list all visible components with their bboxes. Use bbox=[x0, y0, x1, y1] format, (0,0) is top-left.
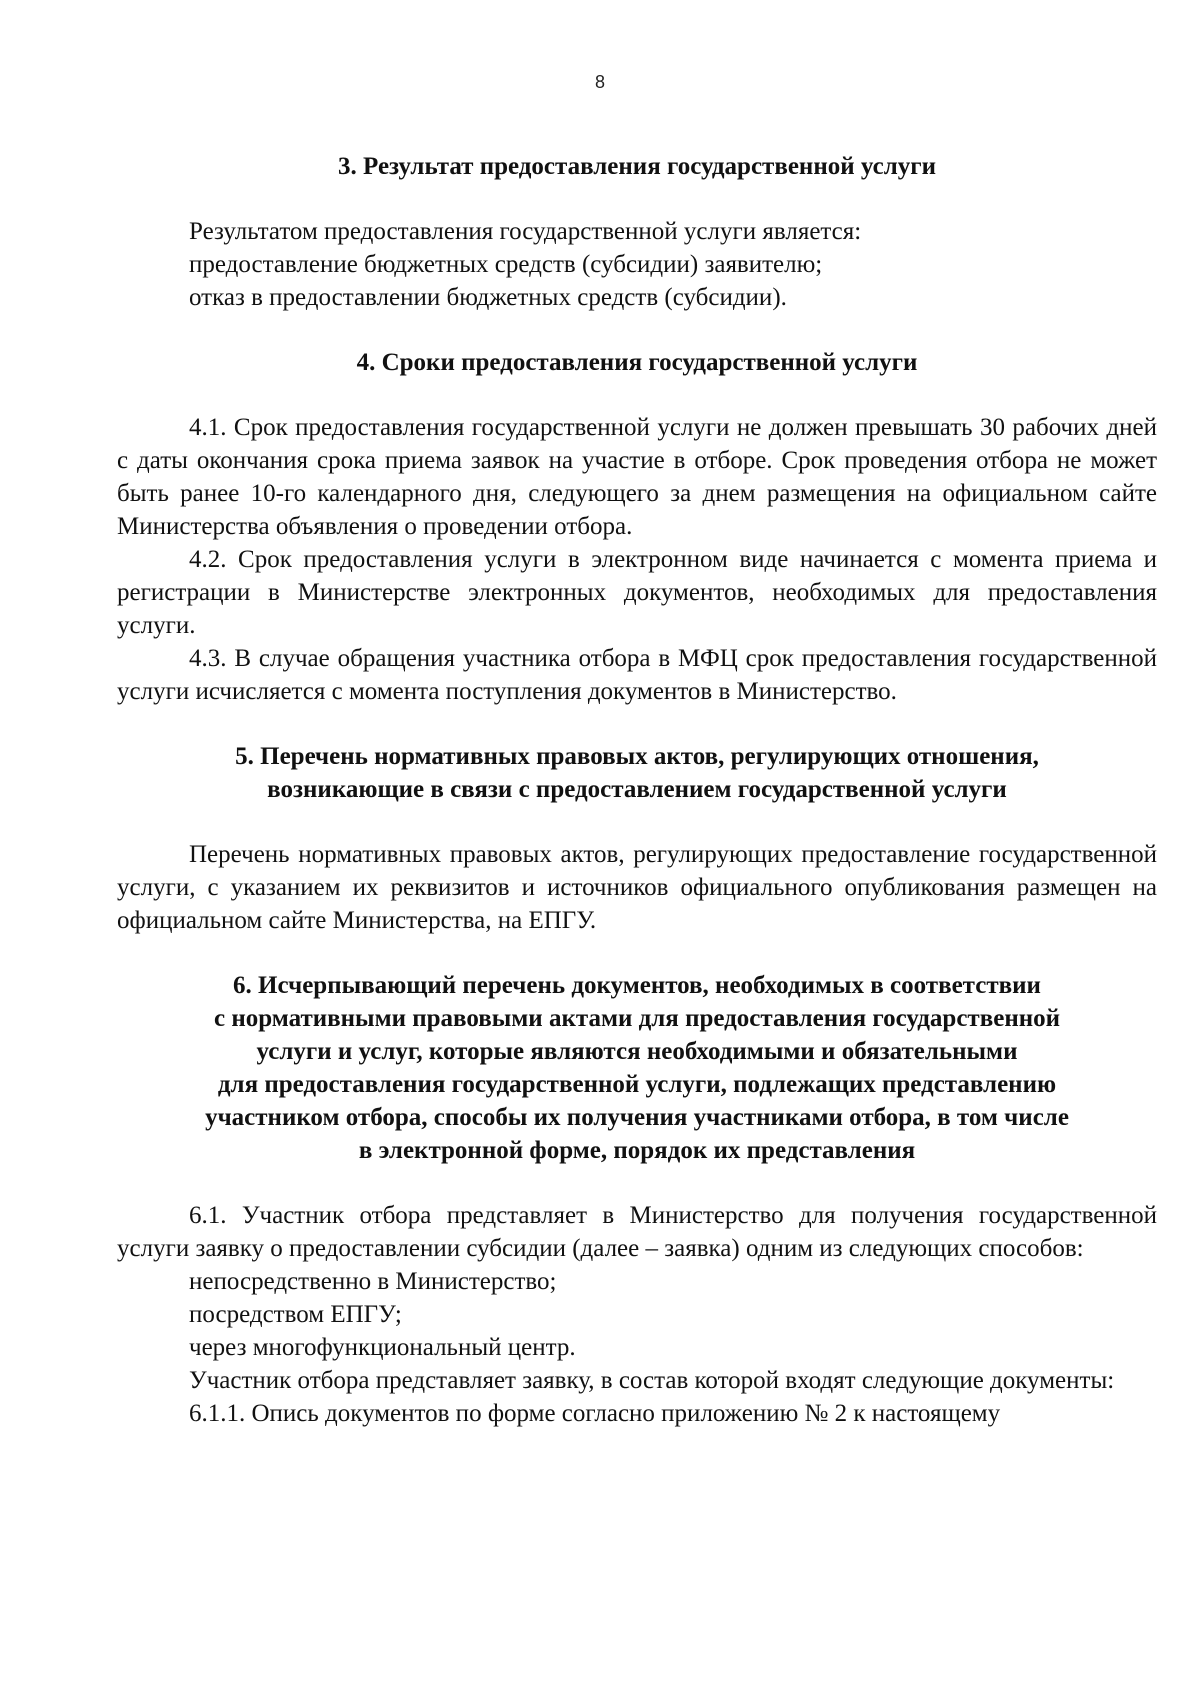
section-6-paragraph: через многофункциональный центр. bbox=[189, 1334, 576, 1361]
spacer bbox=[117, 937, 1157, 969]
section-6-heading-line: 6. Исчерпывающий перечень документов, необходимых в соответствии bbox=[233, 972, 1041, 999]
section-5-heading-line: 5. Перечень нормативных правовых актов, регулирующих отношения, bbox=[235, 743, 1039, 770]
section-3-paragraph: предоставление бюджетных средств (субсидии) заявителю; bbox=[189, 251, 823, 278]
section-4-paragraph: 4.2. Срок предоставления услуги в электронном виде начинается с момента приема и регистрации в Министерстве электронных документов, необходимых для предоставления услуги. bbox=[117, 546, 1157, 639]
page-number: 8 bbox=[594, 72, 605, 92]
section-5-heading bbox=[117, 740, 1157, 806]
spacer bbox=[117, 806, 1157, 838]
document-body bbox=[117, 150, 1157, 1430]
section-6-heading-line: для предоставления государственной услуги, подлежащих представлению bbox=[217, 1071, 1057, 1098]
spacer bbox=[117, 379, 1157, 411]
section-4-heading: 4. Сроки предоставления государственной услуги bbox=[356, 349, 918, 376]
section-6-paragraph: 6.1.1. Опись документов по форме согласно приложению № 2 к настоящему bbox=[189, 1400, 1001, 1427]
section-6-heading-line: услуги и услуг, которые являются необходимыми и обязательными bbox=[256, 1038, 1018, 1065]
section-6-paragraph: 6.1. Участник отбора представляет в Министерство для получения государственной услуги заявку о предоставлении субсидии (далее – заявка) одним из следующих способов: bbox=[117, 1202, 1157, 1262]
section-4-paragraph: 4.3. В случае обращения участника отбора в МФЦ срок предоставления государственной услуги исчисляется с момента поступления документов в Министерство. bbox=[117, 645, 1157, 705]
section-6-heading-line: участником отбора, способы их получения участниками отбора, в том числе bbox=[205, 1104, 1069, 1131]
section-6-heading-line: в электронной форме, порядок их представления bbox=[358, 1137, 916, 1164]
section-3-paragraph: отказ в предоставлении бюджетных средств (субсидии). bbox=[189, 284, 787, 311]
section-6-paragraph: Участник отбора представляет заявку, в состав которой входят следующие документы: bbox=[189, 1367, 1115, 1394]
section-6-heading bbox=[117, 969, 1157, 1167]
section-6-paragraph: посредством ЕПГУ; bbox=[189, 1301, 402, 1328]
spacer bbox=[117, 314, 1157, 346]
section-5-paragraph: Перечень нормативных правовых актов, регулирующих предоставление государственной услуги, с указанием их реквизитов и источников официального опубликования размещен на официальном сайте Министерства, на ЕПГУ. bbox=[117, 841, 1157, 934]
spacer bbox=[117, 708, 1157, 740]
section-4-paragraph: 4.1. Срок предоставления государственной услуги не должен превышать 30 рабочих дней с даты окончания срока приема заявок на участие в отборе. Срок проведения отбора не может быть ранее 10-го календарного дня, следующего за днем размещения на официальном сайте Министерства объявления о проведении отбора. bbox=[117, 414, 1157, 540]
section-3-paragraph: Результатом предоставления государственной услуги является: bbox=[189, 218, 862, 245]
section-3-heading: 3. Результат предоставления государственной услуги bbox=[338, 153, 936, 180]
section-5-heading-line: возникающие в связи с предоставлением государственной услуги bbox=[267, 776, 1007, 803]
spacer bbox=[117, 183, 1157, 215]
section-6-heading-line: с нормативными правовыми актами для предоставления государственной bbox=[213, 1005, 1061, 1032]
spacer bbox=[117, 1167, 1157, 1199]
section-6-paragraph: непосредственно в Министерство; bbox=[189, 1268, 557, 1295]
